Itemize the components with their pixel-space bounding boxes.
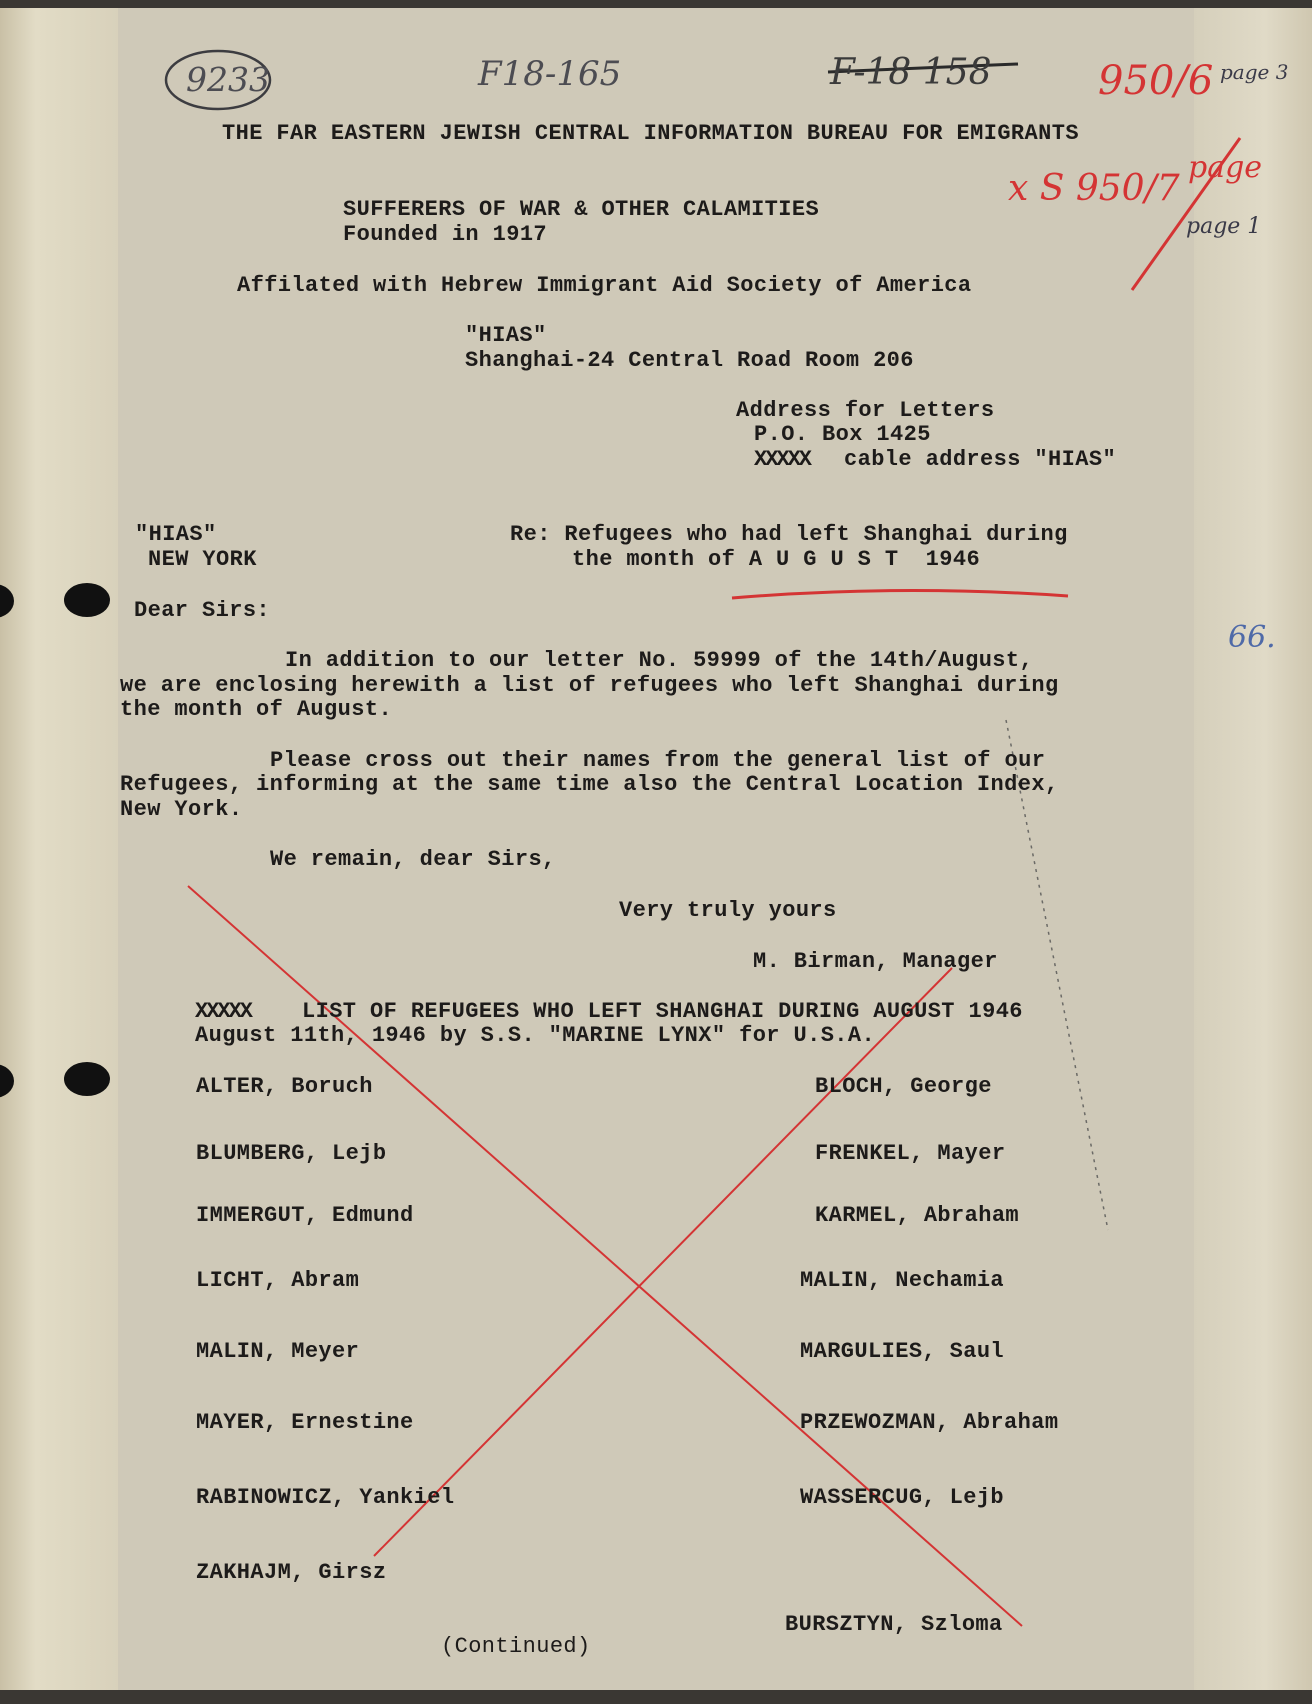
closing-yours: Very truly yours xyxy=(619,898,837,923)
paragraph-2-line-3: New York. xyxy=(120,797,243,822)
cable-strikeout: XXXXX xyxy=(754,447,811,472)
refugee-name-left-4: LICHT, Abram xyxy=(196,1268,360,1293)
refugee-name-right-3: KARMEL, Abraham xyxy=(815,1203,1020,1228)
organization-name: THE FAR EASTERN JEWISH CENTRAL INFORMATION BUREAU FOR EMIGRANTS xyxy=(222,121,1079,146)
refugee-name-right-6: PRZEWOZMAN, Abraham xyxy=(800,1410,1059,1435)
paragraph-1-line-3: the month of August. xyxy=(120,697,393,722)
continued-note: (Continued) xyxy=(441,1634,591,1659)
paragraph-1-line-2: we are enclosing herewith a list of refugees who left Shanghai during xyxy=(120,673,1059,698)
circled-number: 9233 xyxy=(186,60,270,99)
cross-out-line-2 xyxy=(374,968,952,1556)
list-heading-strikeout: XXXXX xyxy=(195,999,252,1024)
refugee-name-right-8: BURSZTYN, Szloma xyxy=(785,1612,1003,1637)
letters-address-label: Address for Letters xyxy=(736,398,995,423)
letterhead-hias: "HIAS" xyxy=(465,323,547,348)
letterhead-address: Shanghai-24 Central Road Room 206 xyxy=(465,348,914,373)
refugee-name-right-7: WASSERCUG, Lejb xyxy=(800,1485,1005,1510)
file-reference: F18-165 xyxy=(478,54,622,94)
refugee-name-left-1: ALTER, Boruch xyxy=(196,1074,373,1099)
paragraph-2-line-2: Refugees, informing at the same time also the Central Location Index, xyxy=(120,772,1059,797)
red-page-note: page xyxy=(1188,150,1263,185)
pencil-page-3: page 3 xyxy=(1220,60,1289,84)
refugee-name-right-1: BLOCH, George xyxy=(815,1074,992,1099)
red-reference-1: 950/6 xyxy=(1098,58,1214,104)
letterhead-sufferers: SUFFERERS OF WAR & OTHER CALAMITIES xyxy=(343,197,820,222)
refugee-name-right-5: MARGULIES, Saul xyxy=(800,1339,1005,1364)
refugee-name-left-2: BLUMBERG, Lejb xyxy=(196,1141,387,1166)
recipient-line-2: NEW YORK xyxy=(148,547,257,572)
paragraph-1-line-1: In addition to our letter No. 59999 of the 14th/August, xyxy=(285,648,1034,673)
letterhead-founded: Founded in 1917 xyxy=(343,222,548,247)
refugee-name-left-7: RABINOWICZ, Yankiel xyxy=(196,1485,455,1510)
blue-number: 66. xyxy=(1228,620,1276,655)
refugee-name-left-5: MALIN, Meyer xyxy=(196,1339,360,1364)
cross-out-line-1 xyxy=(188,886,1022,1626)
refugee-name-left-6: MAYER, Ernestine xyxy=(196,1410,414,1435)
subject-underline xyxy=(732,590,1068,598)
red-reference-2: x S 950/7 xyxy=(1008,168,1180,209)
refugee-name-right-4: MALIN, Nechamia xyxy=(800,1268,1005,1293)
paragraph-2-line-1: Please cross out their names from the general list of our xyxy=(270,748,1046,773)
closing-remain: We remain, dear Sirs, xyxy=(270,847,556,872)
signature-line: M. Birman, Manager xyxy=(753,949,998,974)
refugee-name-right-2: FRENKEL, Mayer xyxy=(815,1141,1006,1166)
subject-line-1: Re: Refugees who had left Shanghai during xyxy=(510,522,1068,547)
refugee-name-left-3: IMMERGUT, Edmund xyxy=(196,1203,414,1228)
subject-line-2: the month of A U G U S T 1946 xyxy=(572,547,981,572)
cable-address: cable address "HIAS" xyxy=(844,447,1117,472)
letterhead-affiliated: Affilated with Hebrew Immigrant Aid Society of America xyxy=(237,273,972,298)
list-heading: LIST OF REFUGEES WHO LEFT SHANGHAI DURING AUGUST 1946 xyxy=(302,999,1023,1024)
pencil-page-1: page 1 xyxy=(1186,214,1262,239)
list-subheading: August 11th, 1946 by S.S. "MARINE LYNX" for U.S.A. xyxy=(195,1023,876,1048)
po-box: P.O. Box 1425 xyxy=(754,422,931,447)
refugee-name-left-8: ZAKHAJM, Girsz xyxy=(196,1560,387,1585)
salutation: Dear Sirs: xyxy=(134,598,271,623)
struck-reference: F-18 158 xyxy=(830,52,992,93)
recipient-line-1: "HIAS" xyxy=(135,522,217,547)
